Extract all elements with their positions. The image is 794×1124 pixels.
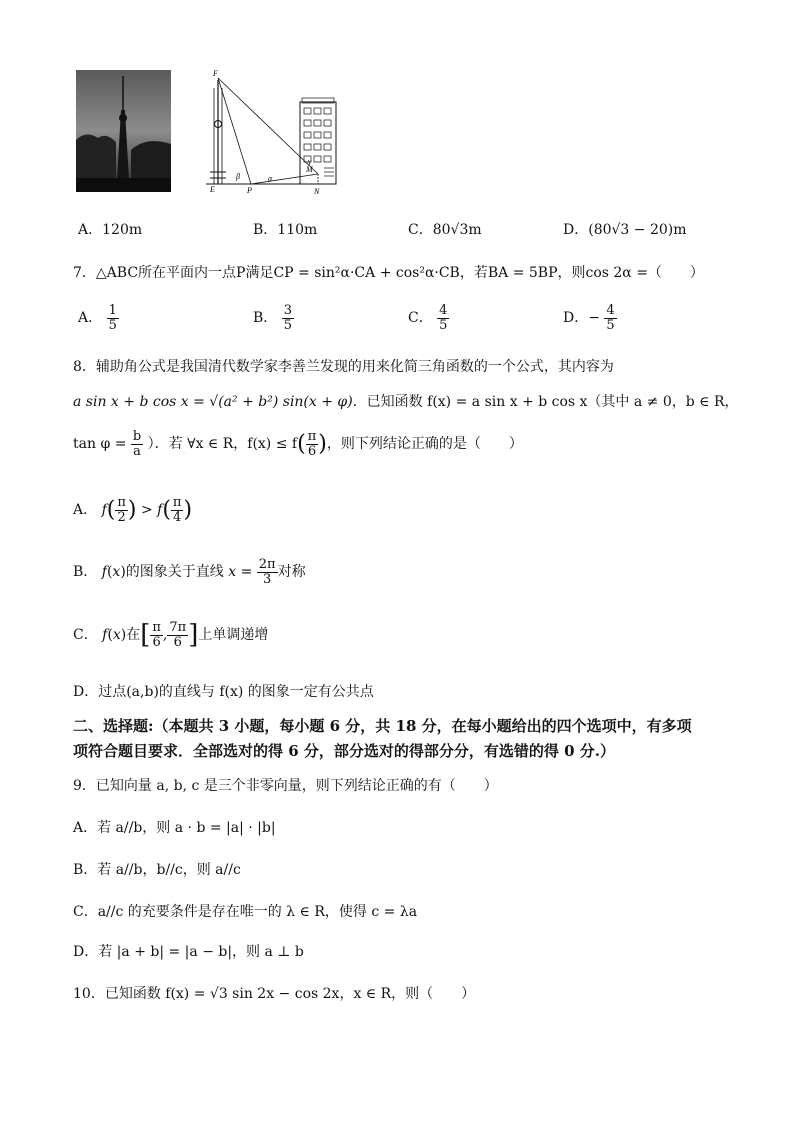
q7-option-c[interactable]: C． $\frac{4}{5}$ xyxy=(408,303,448,333)
fraction: $\frac{4}{5}$ xyxy=(439,303,448,333)
q7-option-d[interactable]: D．− $\frac{4}{5}$ xyxy=(563,303,615,333)
q6-option-b[interactable]: B．110m xyxy=(253,222,318,238)
svg-text:P: P xyxy=(247,186,252,195)
q10-stem: 10．已知函数 f(x) = √3 sin 2x − cos 2x，x ∈ R，则（ ） xyxy=(73,986,476,1002)
q7-option-b[interactable]: B． $\frac{3}{5}$ xyxy=(253,303,293,333)
q9-option-c[interactable]: C．a//c 的充要条件是存在唯一的 λ ∈ R，使得 c = λa xyxy=(73,904,418,920)
q7-option-a[interactable]: A． $\frac{1}{5}$ xyxy=(78,303,117,333)
fraction: $\frac{4}{5}$ xyxy=(606,303,615,333)
svg-text:N: N xyxy=(314,187,320,196)
svg-text:M: M xyxy=(306,165,313,174)
q9-stem: 9．已知向量 a, b, c 是三个非零向量，则下列结论正确的有（ ） xyxy=(73,778,498,794)
q9-option-d[interactable]: D．若 |a + b| = |a − b|，则 a ⊥ b xyxy=(73,944,304,960)
fraction: $\frac{3}{5}$ xyxy=(283,303,293,333)
q6-option-a[interactable]: A．120m xyxy=(78,222,143,238)
q9-option-a[interactable]: A．若 a//b，则 a · b = |a| · |b| xyxy=(73,820,276,836)
fraction: $\frac{1}{5}$ xyxy=(108,303,117,333)
svg-text:γ: γ xyxy=(308,157,312,166)
q9-option-b[interactable]: B．若 a//b，b//c，则 a//c xyxy=(73,862,241,878)
q8-option-a[interactable]: A． f( $\frac{\pi}{2}$ ) > f( $\frac{\pi}{4}$ ) xyxy=(73,495,193,525)
q6-option-d[interactable]: D．(80√3 − 20)m xyxy=(563,222,687,238)
section2-line1: 二、选择题:（本题共 3 小题，每小题 6 分，共 18 分，在每小题给出的四个选项中，有多项 xyxy=(73,717,692,735)
q6-option-c[interactable]: C．80√3m xyxy=(408,222,482,238)
geometry-figure xyxy=(196,68,356,196)
svg-text:E: E xyxy=(210,185,215,194)
q8-line3: tan φ = $\frac{b}{a}$ ）．若 ∀x ∈ R，f(x) ≤ f( $\frac{\pi}{6}$ )，则下列结论正确的是（ ） xyxy=(73,429,523,459)
q8-option-c[interactable]: C． f(x)在[ $\frac{\pi}{6}$ , $\frac{7\pi}{6}$ ]上单调递增 xyxy=(73,619,269,650)
tower-photo xyxy=(76,70,171,192)
svg-text:β: β xyxy=(236,172,240,181)
q7-stem: 7．△ABC所在平面内一点P满足CP = sin²α·CA + cos²α·CB，若BA = 5BP，则cos 2α =（ ） xyxy=(73,265,704,281)
q8-option-b[interactable]: B． f(x)的图象关于直线 x = $\frac{2\pi}{3}$ 对称 xyxy=(73,557,306,587)
q8-line1: 8．辅助角公式是我国清代数学家李善兰发现的用来化简三角函数的一个公式，其内容为 xyxy=(73,359,614,375)
section2-line2: 项符合题目要求．全部选对的得 6 分，部分选对的得部分分，有选错的得 0 分.） xyxy=(73,742,615,760)
q8-option-d[interactable]: D．过点(a,b)的直线与 f(x) 的图象一定有公共点 xyxy=(73,684,374,700)
svg-text:F: F xyxy=(213,69,218,78)
svg-text:α: α xyxy=(268,174,273,183)
q8-line2: a sin x + b cos x = √(a² + b²) sin(x + φ)．已知函数 f(x) = a sin x + b cos x（其中 a ≠ 0，b ∈ R， xyxy=(73,394,739,410)
